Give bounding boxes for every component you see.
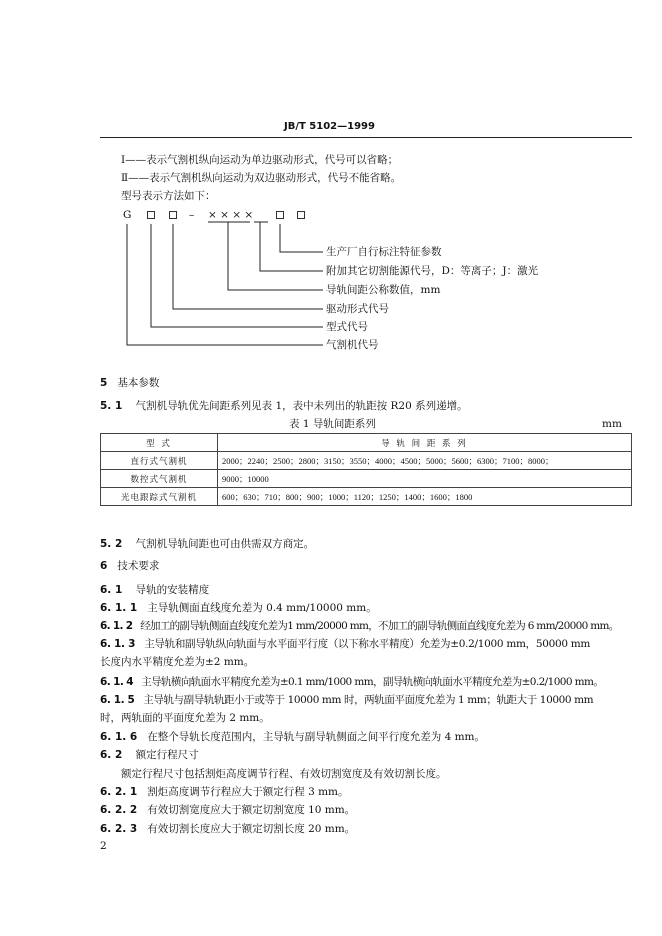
clause-6-2-1-text: 割炬高度调节行程应大于额定行程 3 mm。 <box>147 786 349 798</box>
clause-6-1-4-number: 6. 1. 4 <box>100 676 134 688</box>
intro-line-3: 型号表示方法如下： <box>121 190 216 202</box>
diagram-box-2 <box>169 211 177 219</box>
clause-6-1-5-line-2: 时，两轨面的平面度允差为 2 mm。 <box>100 712 270 724</box>
section-6-title: 技术要求 <box>117 560 160 572</box>
clause-6-1-2 <box>100 619 619 633</box>
table-cell-type: 数控式气割机 <box>101 470 218 488</box>
leader-blank <box>260 222 323 271</box>
leader-box1 <box>151 224 323 327</box>
table-cell-values: 600；630；710；800；900；1000；1120；1250；1400；1600；1800 <box>218 488 632 506</box>
clause-6-1-2-number: 6. 1. 2 <box>100 620 133 632</box>
clause-6-1-5-line-1: 主导轨与副导轨轨距小于或等于 10000 mm 时，两轨面平面度允差为 1 mm；轨距大于 10000 mm <box>143 694 594 706</box>
clause-6-2-2 <box>100 803 355 817</box>
clause-6-1-4 <box>100 675 603 689</box>
page-number: 2 <box>100 840 107 852</box>
intro-line-1: Ⅰ——表示气割机纵向运动为单边驱动形式，代号可以省略； <box>121 154 399 166</box>
table-1 <box>100 433 632 506</box>
diagram-box-1 <box>147 211 155 219</box>
clause-6-1-1 <box>100 601 377 615</box>
section-5-title: 基本参数 <box>117 377 160 389</box>
diagram-label-3: 导轨间距公称数值，mm <box>326 284 441 296</box>
clause-6-1-6-number: 6. 1. 6 <box>100 731 138 743</box>
section-5-heading <box>100 376 159 390</box>
clause-6-2-2-number: 6. 2. 2 <box>100 804 138 816</box>
table-header-series: 导 轨 间 距 系 列 <box>218 434 632 452</box>
clause-6-1-3 <box>100 637 590 651</box>
clause-6-1-4-text: 主导轨横向轨面水平精度允差为±0.1 mm/1000 mm，副导轨横向轨面水平精度允差为±0.2/1000 mm。 <box>141 676 604 688</box>
clause-6-2-1 <box>100 785 349 799</box>
clause-6-2 <box>100 748 199 762</box>
clause-5-2 <box>100 537 314 551</box>
clause-6-1-2-text: 经加工的副导轨侧面直线度允差为1 mm/20000 mm，不加工的副导轨侧面直线度允差为 6 mm/20000 mm。 <box>140 620 619 632</box>
clause-6-2-3 <box>100 822 355 836</box>
diagram-label-6: 气割机代号 <box>326 339 379 351</box>
diagram-label-2: 附加其它切割能源代号，D：等离子；J：激光 <box>326 265 539 277</box>
table-header-row <box>101 434 632 452</box>
clause-6-1-3-line-1: 主导轨和副导轨纵向轨面与水平面平行度（以下称水平精度）允差为±0.2/1000 mm，50000 mm <box>144 638 591 650</box>
table-1-caption: 表 1 导轨间距系列 <box>289 418 376 430</box>
clause-6-2-text: 额定行程尺寸 <box>135 749 199 761</box>
clause-6-2-3-number: 6. 2. 3 <box>100 823 138 835</box>
table-row <box>101 488 632 506</box>
clause-6-2-1-number: 6. 2. 1 <box>100 786 138 798</box>
diagram-label-5: 型式代号 <box>326 321 368 333</box>
diagram-g-letter: G <box>123 209 132 221</box>
doc-header: JB/T 5102—1999 <box>284 121 375 132</box>
clause-6-2-number: 6. 2 <box>100 749 123 761</box>
table-row <box>101 452 632 470</box>
clause-6-2-body: 额定行程尺寸包括割炬高度调节行程、有效切割宽度及有效切割长度。 <box>121 768 447 780</box>
clause-6-1-5 <box>100 693 593 707</box>
clause-6-1-3-line-2: 长度内水平精度允差为±2 mm。 <box>100 656 255 668</box>
leader-crosses <box>228 222 323 290</box>
leader-box3 <box>280 224 323 252</box>
clause-6-1-5-number: 6. 1. 5 <box>100 694 135 706</box>
clause-6-1-number: 6. 1 <box>100 584 123 596</box>
clause-5-1 <box>100 399 468 413</box>
clause-6-1 <box>100 583 209 597</box>
clause-6-1-1-number: 6. 1. 1 <box>100 602 138 614</box>
clause-6-1-6-text: 在整个导轨长度范围内，主导轨与副导轨侧面之间平行度允差为 4 mm。 <box>147 731 486 743</box>
table-cell-values: 2000；2240；2500；2800；3150；3550；4000；4500；5000；5600；6300；7100；8000； <box>218 452 632 470</box>
clause-6-1-1-text: 主导轨侧面直线度允差为 0.4 mm/10000 mm。 <box>147 602 377 614</box>
section-6-number: 6 <box>100 560 108 572</box>
table-header-type: 型 式 <box>101 434 218 452</box>
table-row <box>101 470 632 488</box>
leader-box2 <box>173 224 323 309</box>
diagram-label-1: 生产厂自行标注特征参数 <box>326 246 442 258</box>
clause-6-2-2-text: 有效切割宽度应大于额定切割宽度 10 mm。 <box>147 804 356 816</box>
section-5-number: 5 <box>100 377 108 389</box>
diagram-dash: – <box>189 209 195 221</box>
diagram-crosses: × × × × <box>208 209 254 221</box>
table-cell-values: 9000；10000 <box>218 470 632 488</box>
clause-5-1-text: 气割机导轨优先间距系列见表 1，表中未列出的轨距按 R20 系列递增。 <box>135 400 468 412</box>
clause-6-1-6 <box>100 730 485 744</box>
diagram-label-4: 驱动形式代号 <box>326 303 389 315</box>
table-1-unit: mm <box>602 418 622 430</box>
diagram-box-4 <box>297 211 305 219</box>
diagram-box-3 <box>276 211 284 219</box>
clause-6-2-3-text: 有效切割长度应大于额定切割长度 20 mm。 <box>147 823 356 835</box>
clause-6-1-text: 导轨的安装精度 <box>135 584 210 596</box>
clause-5-1-number: 5. 1 <box>100 400 123 412</box>
table-cell-type: 直行式气割机 <box>101 452 218 470</box>
table-cell-type: 光电跟踪式气割机 <box>101 488 218 506</box>
section-6-heading <box>100 559 159 573</box>
clause-5-2-text: 气割机导轨间距也可由供需双方商定。 <box>135 538 315 550</box>
clause-6-1-3-number: 6. 1. 3 <box>100 638 136 650</box>
intro-line-2: Ⅱ——表示气割机纵向运动为双边驱动形式，代号不能省略。 <box>121 172 402 184</box>
clause-5-2-number: 5. 2 <box>100 538 123 550</box>
